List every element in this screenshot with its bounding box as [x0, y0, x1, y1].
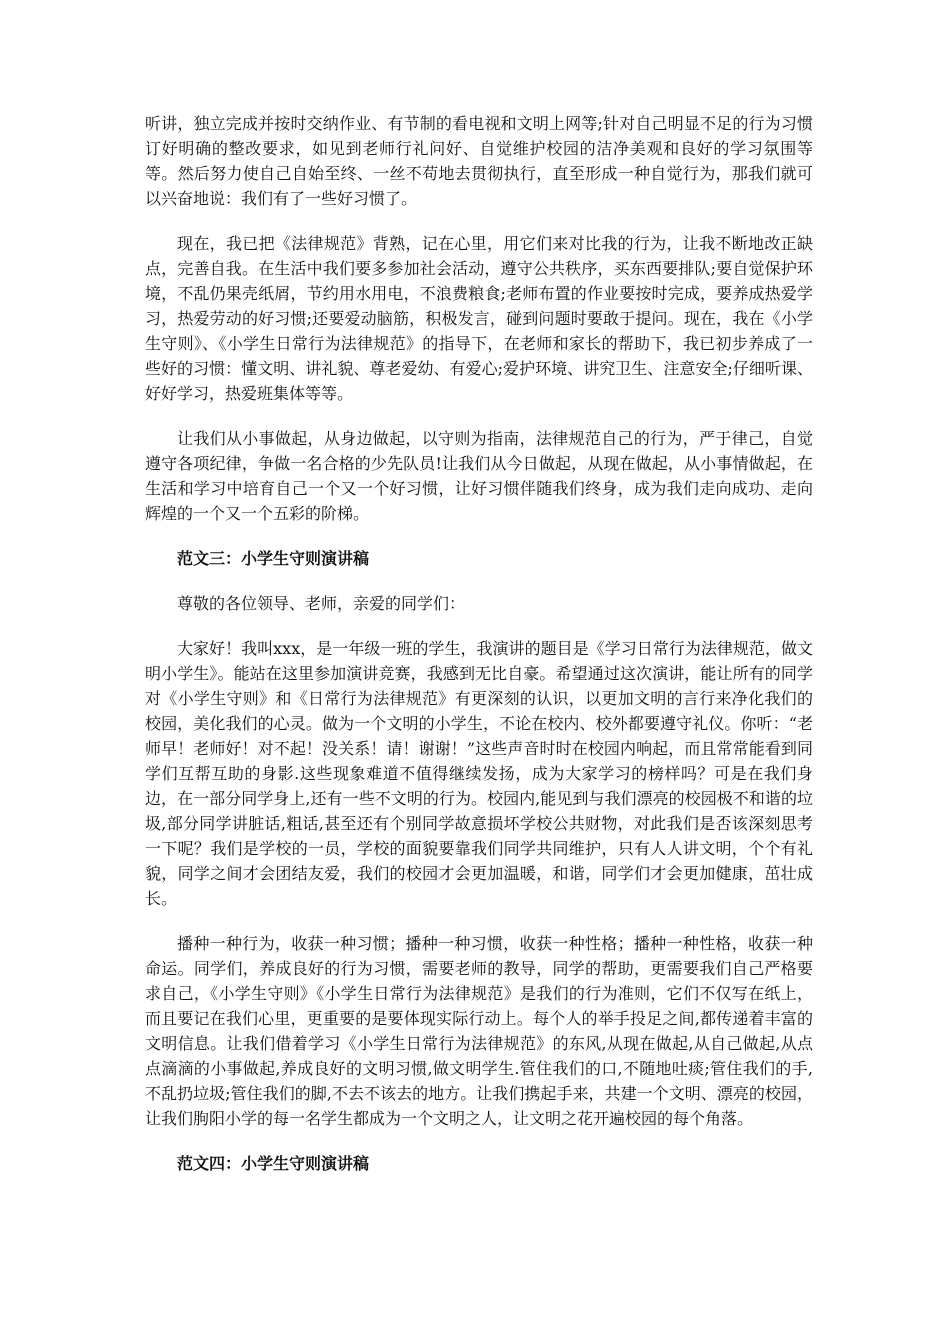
paragraph-1: 听讲，独立完成并按时交纳作业、有节制的看电视和文明上网等;针对自己明显不足的行为习惯订好明确的整改要求，如见到老师行礼问好、自觉维护校园的洁净美观和良好的学习氛围等等。然后努力使自己自始至终、一丝不苟地去贯彻执行，直至形成一种自觉行为，那我们就可以兴奋地说：我们有了一些好习惯了。 — [145, 114, 813, 208]
section-heading-3: 范文三：小学生守则演讲稿 — [177, 549, 370, 568]
document-page — [145, 111, 813, 1196]
speech-greeting: 尊敬的各位领导、老师，亲爱的同学们： — [177, 594, 466, 613]
paragraph-3: 让我们从小事做起，从身边做起，以守则为指南，法律规范自己的行为，严于律己，自觉遵守各项纪律，争做一名合格的少先队员!让我们从今日做起，从现在做起，从小事情做起，在生活和学习中培育自己一个又一个好习惯，让好习惯伴随我们终身，成为我们走向成功、走向辉煌的一个又一个五彩的阶梯。 — [145, 429, 813, 523]
paragraph-4: 大家好！我叫xxx，是一年级一班的学生，我演讲的题目是《学习日常行为法律规范，做文明小学生》。能站在这里参加演讲竞赛，我感到无比自豪。希望通过这次演讲，能让所有的同学对《小学生守则》和《日常行为法律规范》有更深刻的认识，以更加文明的言行来净化我们的校园，美化我们的心灵。做为一个文明的小学生，不论在校内、校外都要遵守礼仪。你听：“老师早！老师好！对不起！没关系！请！谢谢！”这些声音时时在校园内响起，而且常常能看到同学们互帮互助的身影.这些现象难道不值得继续发扬，成为大家学习的榜样吗？可是在我们身边，在一部分同学身上,还有一些不文明的行为。校园内,能见到与我们漂亮的校园极不和谐的垃圾,部分同学讲脏话,粗话,甚至还有个别同学故意损坏学校公共财物，对此我们是否该深刻思考一下呢？我们是学校的一员，学校的面貌要靠我们同学共同维护，只有人人讲文明，个个有礼貌，同学之间才会团结友爱，我们的校园才会更加温暖，和谐，同学们才会更加健康，茁壮成长。 — [145, 639, 813, 908]
paragraph-5: 播种一种行为，收获一种习惯；播种一种习惯，收获一种性格；播种一种性格，收获一种命运。同学们，养成良好的行为习惯，需要老师的教导，同学的帮助，更需要我们自己严格要求自己，《小学生守则》《小学生日常行为法律规范》是我们的行为准则，它们不仅写在纸上，而且要记在我们心里，更重要的是要体现实际行动上。每个人的举手投足之间,都传递着丰富的文明信息。让我们借着学习《小学生日常行为法律规范》的东风,从现在做起,从自己做起,从点点滴滴的小事做起,养成良好的文明习惯,做文明学生.管住我们的口,不随地吐痰;管住我们的手,不乱扔垃圾;管住我们的脚,不去不该去的地方。让我们携起手来，共建一个文明、漂亮的校园，让我们朐阳小学的每一名学生都成为一个文明之人，让文明之花开遍校园的每个角落。 — [145, 934, 813, 1128]
section-heading-4: 范文四：小学生守则演讲稿 — [177, 1154, 370, 1173]
paragraph-2: 现在，我已把《法律规范》背熟，记在心里，用它们来对比我的行为，让我不断地改正缺点，完善自我。在生活中我们要多参加社会活动，遵守公共秩序，买东西要排队;要自觉保护环境，不乱仍果壳纸屑，节约用水用电，不浪费粮食;老师布置的作业要按时完成，要养成热爱学习，热爱劳动的好习惯;还要爱动脑筋，积极发言，碰到问题时要敢于提问。现在，我在《小学生守则》、《小学生日常行为法律规范》的指导下，在老师和家长的帮助下，我已初步养成了一些好的习惯：懂文明、讲礼貌、尊老爱幼、有爱心;爱护环境、讲究卫生、注意安全;仔细听课、好好学习，热爱班集体等等。 — [145, 234, 813, 403]
